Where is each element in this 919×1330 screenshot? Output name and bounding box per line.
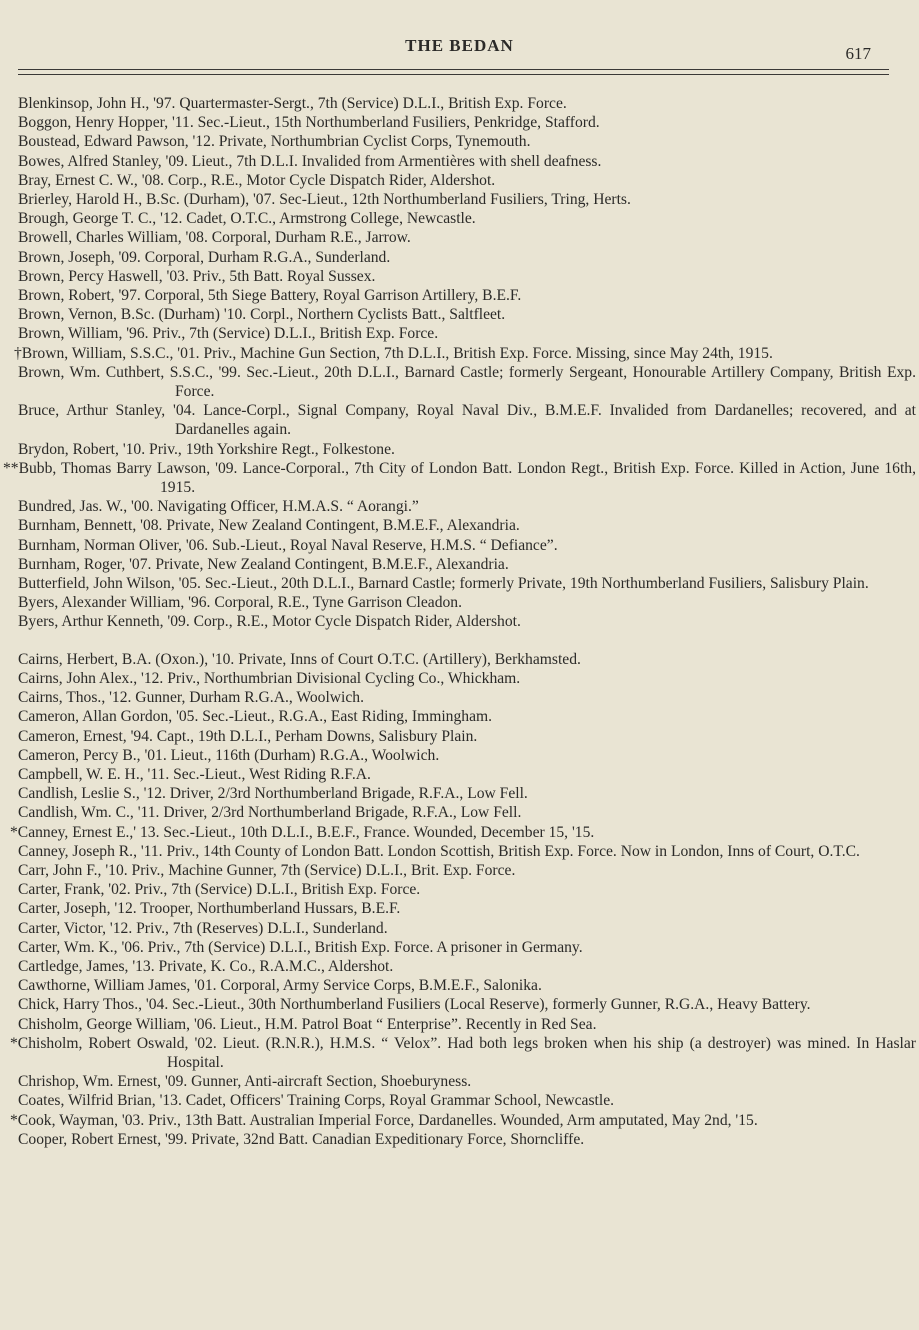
- list-entry: Boustead, Edward Pawson, '12. Private, Northumbrian Cyclist Corps, Tynemouth.: [18, 133, 531, 151]
- list-entry: Brown, Robert, '97. Corporal, 5th Siege Battery, Royal Garrison Artillery, B.E.F.: [18, 287, 522, 305]
- list-entry: Coates, Wilfrid Brian, '13. Cadet, Officers' Training Corps, Royal Grammar School, Newcastle.: [18, 1092, 615, 1110]
- list-entry: *Canney, Ernest E.,' 13. Sec.-Lieut., 10th D.L.I., B.E.F., France. Wounded, December 15, '15.: [10, 823, 595, 841]
- list-entry: Brown, Percy Haswell, '03. Priv., 5th Batt. Royal Sussex.: [18, 267, 376, 285]
- list-entry: Cameron, Percy B., '01. Lieut., 116th (Durham) R.G.A., Woolwich.: [18, 746, 440, 764]
- list-entry: Carr, John F., '10. Priv., Machine Gunner, 7th (Service) D.L.I., Brit. Exp. Force.: [18, 861, 516, 879]
- page-number: 617: [845, 44, 871, 63]
- list-entry: Candlish, Leslie S., '12. Driver, 2/3rd Northumberland Brigade, R.F.A., Low Fell.: [18, 785, 528, 803]
- page-header: [0, 36, 919, 66]
- list-entry: Campbell, W. E. H., '11. Sec.-Lieut., West Riding R.F.A.: [18, 765, 371, 783]
- list-entry: Carter, Wm. K., '06. Priv., 7th (Service) D.L.I., British Exp. Force. A prisoner in Germany.: [18, 938, 583, 956]
- list-entry: Canney, Joseph R., '11. Priv., 14th County of London Batt. London Scottish, British Exp. Force. Now in London, Inns of Court, O.T.C.: [18, 842, 860, 860]
- list-entry: *Chisholm, Robert Oswald, '02. Lieut. (R.N.R.), H.M.S. “ Velox”. Had both legs broken when his ship (a destroyer) was mined. In Haslar Hospital.: [10, 1034, 916, 1071]
- list-entry: Cawthorne, William James, '01. Corporal, Army Service Corps, B.M.E.F., Salonika.: [18, 977, 542, 995]
- roll-of-service-list: [3, 94, 916, 1149]
- running-title: THE BEDAN: [405, 36, 514, 55]
- list-entry: Blenkinsop, John H., '97. Quartermaster-Sergt., 7th (Service) D.L.I., British Exp. Force.: [18, 95, 567, 112]
- list-entry: †Brown, William, S.S.C., '01. Priv., Machine Gun Section, 7th D.L.I., British Exp. Force. Missing, since May 24th, 1915.: [14, 344, 773, 362]
- list-entry: Byers, Arthur Kenneth, '09. Corp., R.E., Motor Cycle Dispatch Rider, Aldershot.: [18, 613, 521, 631]
- list-entry: Burnham, Bennett, '08. Private, New Zealand Contingent, B.M.E.F., Alexandria.: [18, 517, 520, 535]
- list-entry: Candlish, Wm. C., '11. Driver, 2/3rd Northumberland Brigade, R.F.A., Low Fell.: [18, 804, 522, 822]
- list-entry: Cairns, Thos., '12. Gunner, Durham R.G.A., Woolwich.: [18, 689, 364, 707]
- list-entry: Cairns, Herbert, B.A. (Oxon.), '10. Private, Inns of Court O.T.C. (Artillery), Berkhamsted.: [18, 650, 581, 668]
- list-entry: Burnham, Norman Oliver, '06. Sub.-Lieut., Royal Naval Reserve, H.M.S. “ Defiance”.: [18, 536, 558, 554]
- list-entry: Bowes, Alfred Stanley, '09. Lieut., 7th D.L.I. Invalided from Armentières with shell deafness.: [18, 152, 602, 170]
- list-entry: Cairns, John Alex., '12. Priv., Northumbrian Divisional Cycling Co., Whickham.: [18, 669, 521, 687]
- list-entry: Chick, Harry Thos., '04. Sec.-Lieut., 30th Northumberland Fusiliers (Local Reserve), formerly Gunner, R.G.A., Heavy Battery.: [18, 996, 811, 1014]
- list-entry: Butterfield, John Wilson, '05. Sec.-Lieut., 20th D.L.I., Barnard Castle; formerly Private, 19th Northumberland Fusiliers, Salisbury Plain.: [18, 575, 869, 593]
- list-entry: Brown, Wm. Cuthbert, S.S.C., '99. Sec.-Lieut., 20th D.L.I., Barnard Castle; formerly Sergeant, Honourable Artillery Company, British Exp. Force.: [18, 363, 916, 401]
- list-entry: Browell, Charles William, '08. Corporal, Durham R.E., Jarrow.: [18, 229, 411, 247]
- list-entry: Brydon, Robert, '10. Priv., 19th Yorkshire Regt., Folkestone.: [18, 440, 395, 458]
- list-entry: Bundred, Jas. W., '00. Navigating Officer, H.M.A.S. “ Aorangi.”: [18, 498, 419, 516]
- list-entry: Brown, Vernon, B.Sc. (Durham) '10. Corpl., Northern Cyclists Batt., Saltfleet.: [18, 306, 506, 324]
- list-entry: Brierley, Harold H., B.Sc. (Durham), '07. Sec-Lieut., 12th Northumberland Fusiliers, Tring, Herts.: [18, 191, 631, 209]
- list-entry: **Bubb, Thomas Barry Lawson, '09. Lance-Corporal., 7th City of London Batt. London Regt., British Exp. Force. Killed in Action, June 16th, 1915.: [3, 459, 916, 497]
- list-entry: Cameron, Ernest, '94. Capt., 19th D.L.I., Perham Downs, Salisbury Plain.: [18, 727, 478, 745]
- list-entry: Byers, Alexander William, '96. Corporal, R.E., Tyne Garrison Cleadon.: [18, 594, 462, 612]
- list-entry: *Cook, Wayman, '03. Priv., 13th Batt. Australian Imperial Force, Dardanelles. Wounded, Arm amputated, May 2nd, '15.: [10, 1111, 758, 1129]
- list-entry: Bray, Ernest C. W., '08. Corp., R.E., Motor Cycle Dispatch Rider, Aldershot.: [18, 171, 496, 189]
- list-entry: Brough, George T. C., '12. Cadet, O.T.C., Armstrong College, Newcastle.: [18, 210, 476, 228]
- list-entry: Burnham, Roger, '07. Private, New Zealand Contingent, B.M.E.F., Alexandria.: [18, 555, 509, 573]
- list-entry: Chisholm, George William, '06. Lieut., H.M. Patrol Boat “ Enterprise”. Recently in Red Sea.: [18, 1015, 597, 1033]
- list-entry: Chrishop, Wm. Ernest, '09. Gunner, Anti-aircraft Section, Shoeburyness.: [18, 1073, 472, 1091]
- list-entry: Cameron, Allan Gordon, '05. Sec.-Lieut., R.G.A., East Riding, Immingham.: [18, 708, 493, 726]
- list-entry: Cooper, Robert Ernest, '99. Private, 32nd Batt. Canadian Expeditionary Force, Shorncliffe.: [18, 1130, 585, 1148]
- list-entry: Cartledge, James, '13. Private, K. Co., R.A.M.C., Aldershot.: [18, 957, 394, 975]
- list-entry: Brown, William, '96. Priv., 7th (Service) D.L.I., British Exp. Force.: [18, 325, 439, 343]
- list-entry: Boggon, Henry Hopper, '11. Sec.-Lieut., 15th Northumberland Fusiliers, Penkridge, Stafford.: [18, 114, 600, 132]
- list-entry: Carter, Joseph, '12. Trooper, Northumberland Hussars, B.E.F.: [18, 900, 401, 918]
- list-entry: Carter, Frank, '02. Priv., 7th (Service) D.L.I., British Exp. Force.: [18, 881, 421, 899]
- list-entry: Brown, Joseph, '09. Corporal, Durham R.G.A., Sunderland.: [18, 248, 391, 266]
- header-rule-bottom: [18, 74, 889, 75]
- list-entry: Bruce, Arthur Stanley, '04. Lance-Corpl., Signal Company, Royal Naval Div., B.M.E.F. Invalided from Dardanelles; recovered, and at Dardanelles again.: [18, 402, 916, 439]
- list-entry: Carter, Victor, '12. Priv., 7th (Reserves) D.L.I., Sunderland.: [18, 919, 388, 937]
- header-rule-top: [18, 69, 889, 70]
